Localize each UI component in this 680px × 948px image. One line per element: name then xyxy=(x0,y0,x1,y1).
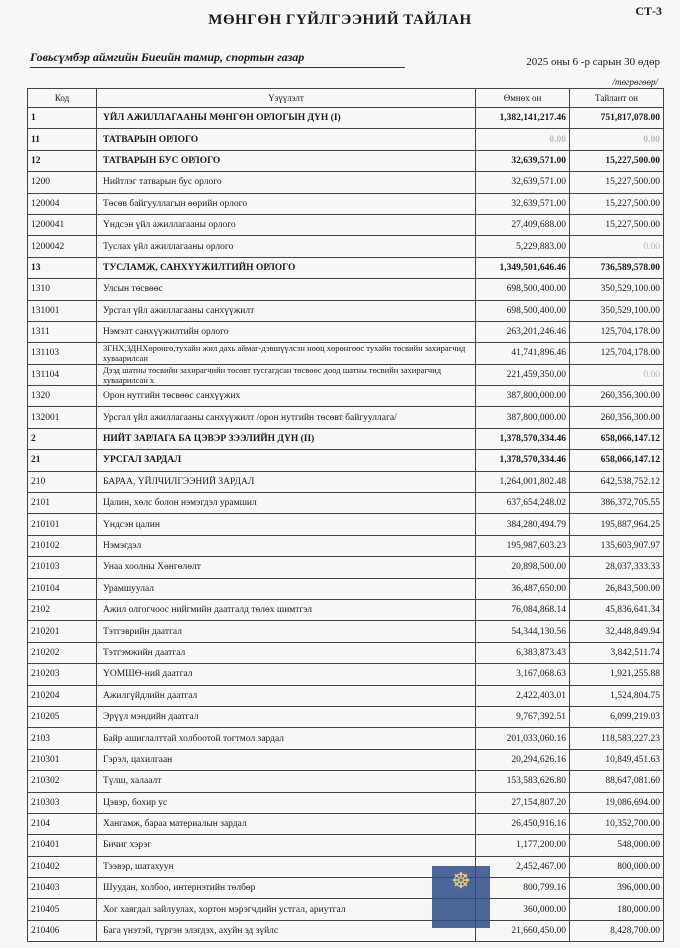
row-current-year-value: 0.00 xyxy=(570,236,664,257)
row-code: 1200042 xyxy=(28,236,97,257)
row-indicator: Орон нутгийн төсвөөс санхүүжих xyxy=(97,386,476,407)
table-row xyxy=(28,407,664,428)
row-indicator: Дээд шатны төсвийн захирагчийн төсөвт тусгагдсан төсвөөс доод шатны төсвийн захирагчид хуваарилсан х xyxy=(97,364,476,385)
row-indicator: Нэмэгдэл xyxy=(97,535,476,556)
row-current-year-value: 800,000.00 xyxy=(570,856,664,877)
row-code: 1320 xyxy=(28,386,97,407)
row-current-year-value: 32,448,849.94 xyxy=(570,621,664,642)
row-code: 210103 xyxy=(28,557,97,578)
row-code: 210406 xyxy=(28,920,97,941)
table-row xyxy=(28,557,664,578)
row-current-year-value: 1,921,255.88 xyxy=(570,664,664,685)
table-row xyxy=(28,578,664,599)
table-row xyxy=(28,621,664,642)
table-row xyxy=(28,471,664,492)
row-indicator: Бага үнэтэй, түргэн элэгдэх, ахуйн эд зүйлс xyxy=(97,920,476,941)
row-current-year-value: 751,817,078.00 xyxy=(570,108,664,129)
row-code: 210104 xyxy=(28,578,97,599)
row-indicator: Ажилгүйдлийн даатгал xyxy=(97,685,476,706)
row-indicator: Төсөв байгууллагын өөрийн орлого xyxy=(97,193,476,214)
row-current-year-value: 260,356,300.00 xyxy=(570,407,664,428)
row-current-year-value: 260,356,300.00 xyxy=(570,386,664,407)
row-indicator: Түлш, халаалт xyxy=(97,771,476,792)
row-indicator: Улсын төсвөөс xyxy=(97,279,476,300)
row-previous-year-value: 26,450,916.16 xyxy=(476,813,570,834)
row-indicator: Тэтгэврийн даатгал xyxy=(97,621,476,642)
row-code: 210401 xyxy=(28,835,97,856)
row-code: 1 xyxy=(28,108,97,129)
row-previous-year-value: 263,201,246.46 xyxy=(476,321,570,342)
row-indicator: Цалин, хөлс болон нэмэгдэл урамшил xyxy=(97,493,476,514)
row-previous-year-value: 3,167,068.63 xyxy=(476,664,570,685)
row-indicator: Шуудан, холбоо, интернэтийн төлбөр xyxy=(97,878,476,899)
row-previous-year-value: 2,422,403.01 xyxy=(476,685,570,706)
table-row xyxy=(28,493,664,514)
column-header-code: Код xyxy=(28,89,97,108)
row-previous-year-value: 360,000.00 xyxy=(476,899,570,920)
row-indicator: Урсгал үйл ажиллагааны санхүүжилт /орон нутгийн төсөвт байгууллага/ xyxy=(97,407,476,428)
row-previous-year-value: 5,229,883.00 xyxy=(476,236,570,257)
government-stamp-logo xyxy=(432,866,490,928)
table-row xyxy=(28,514,664,535)
row-code: 210204 xyxy=(28,685,97,706)
row-previous-year-value: 41,741,896.46 xyxy=(476,343,570,364)
table-row xyxy=(28,343,664,364)
row-previous-year-value: 384,280,494.79 xyxy=(476,514,570,535)
table-row xyxy=(28,450,664,471)
row-indicator: Нийтлэг татварын бус орлого xyxy=(97,172,476,193)
row-previous-year-value: 54,344,130.56 xyxy=(476,621,570,642)
row-current-year-value: 3,842,511.74 xyxy=(570,642,664,663)
row-current-year-value: 658,066,147.12 xyxy=(570,428,664,449)
table-row xyxy=(28,172,664,193)
row-indicator: Цэвэр, бохир ус xyxy=(97,792,476,813)
row-indicator: Үндсэн үйл ажиллагааны орлого xyxy=(97,214,476,235)
row-previous-year-value: 20,898,500.00 xyxy=(476,557,570,578)
report-date: 2025 оны 6 -р сарын 30 өдөр xyxy=(526,56,660,68)
row-indicator: Байр ашиглалттай холбоотой тогтмол зардал xyxy=(97,728,476,749)
row-previous-year-value: 27,154,807.20 xyxy=(476,792,570,813)
table-row xyxy=(28,856,664,877)
row-indicator: Эрүүл мэндийн даатгал xyxy=(97,706,476,727)
report-title: МӨНГӨН ГҮЙЛГЭЭНИЙ ТАЙЛАН xyxy=(208,12,472,28)
row-previous-year-value: 195,987,603.23 xyxy=(476,535,570,556)
row-current-year-value: 135,603,907.97 xyxy=(570,535,664,556)
row-current-year-value: 350,529,100.00 xyxy=(570,279,664,300)
table-row xyxy=(28,599,664,620)
row-current-year-value: 8,428,700.00 xyxy=(570,920,664,941)
row-current-year-value: 180,000.00 xyxy=(570,899,664,920)
table-body xyxy=(28,108,664,942)
row-current-year-value: 26,843,500.00 xyxy=(570,578,664,599)
table-row xyxy=(28,706,664,727)
currency-unit: /төгрөгөөр/ xyxy=(612,77,658,87)
row-current-year-value: 0.00 xyxy=(570,129,664,150)
row-previous-year-value: 637,654,248.02 xyxy=(476,493,570,514)
table-row xyxy=(28,364,664,385)
row-current-year-value: 45,836,641.34 xyxy=(570,599,664,620)
row-code: 120004 xyxy=(28,193,97,214)
row-previous-year-value: 1,382,141,217.46 xyxy=(476,108,570,129)
row-code: 2 xyxy=(28,428,97,449)
table-row xyxy=(28,257,664,278)
row-indicator: Урамшуулал xyxy=(97,578,476,599)
table-row xyxy=(28,108,664,129)
row-code: 210405 xyxy=(28,899,97,920)
column-header-current-year: Тайлант он xyxy=(570,89,664,108)
row-current-year-value: 386,372,705.55 xyxy=(570,493,664,514)
row-previous-year-value: 201,033,060.16 xyxy=(476,728,570,749)
table-row xyxy=(28,321,664,342)
organization-name: Говьсүмбэр аймгийн Биеийн тамир, спортын газар xyxy=(30,50,405,68)
row-code: 131001 xyxy=(28,300,97,321)
row-indicator: Тээвэр, шатахуун xyxy=(97,856,476,877)
table-row xyxy=(28,920,664,941)
row-code: 210202 xyxy=(28,642,97,663)
row-previous-year-value: 0.00 xyxy=(476,129,570,150)
row-code: 2104 xyxy=(28,813,97,834)
row-code: 11 xyxy=(28,129,97,150)
row-current-year-value: 125,704,178.00 xyxy=(570,343,664,364)
table-row xyxy=(28,878,664,899)
row-previous-year-value: 6,383,873.43 xyxy=(476,642,570,663)
row-indicator: ҮОМШӨ-ний даатгал xyxy=(97,664,476,685)
row-code: 210 xyxy=(28,471,97,492)
row-indicator: Тэтгэмжийн даатгал xyxy=(97,642,476,663)
row-previous-year-value: 387,800,000.00 xyxy=(476,386,570,407)
table-row xyxy=(28,193,664,214)
row-code: 210303 xyxy=(28,792,97,813)
row-previous-year-value: 20,294,626.16 xyxy=(476,749,570,770)
row-current-year-value: 736,589,578.00 xyxy=(570,257,664,278)
row-code: 131103 xyxy=(28,343,97,364)
row-previous-year-value: 9,767,392.51 xyxy=(476,706,570,727)
row-indicator: НИЙТ ЗАРЛАГА БА ЦЭВЭР ЗЭЭЛИЙН ДҮН (II) xyxy=(97,428,476,449)
table-header-row xyxy=(28,89,664,108)
row-code: 1311 xyxy=(28,321,97,342)
table-row xyxy=(28,300,664,321)
row-code: 210302 xyxy=(28,771,97,792)
row-previous-year-value: 76,084,868.14 xyxy=(476,599,570,620)
row-current-year-value: 396,000.00 xyxy=(570,878,664,899)
row-indicator: Гэрэл, цахилгаан xyxy=(97,749,476,770)
row-previous-year-value: 32,639,571.00 xyxy=(476,150,570,171)
row-code: 132001 xyxy=(28,407,97,428)
row-previous-year-value: 32,639,571.00 xyxy=(476,172,570,193)
row-current-year-value: 548,000.00 xyxy=(570,835,664,856)
table-row xyxy=(28,771,664,792)
row-previous-year-value: 1,349,501,646.46 xyxy=(476,257,570,278)
table-row xyxy=(28,728,664,749)
row-previous-year-value: 221,459,350.00 xyxy=(476,364,570,385)
row-indicator: Ажил олгогчоос нийгмийн даатгалд төлөх шимтгэл xyxy=(97,599,476,620)
table-row xyxy=(28,642,664,663)
table-row xyxy=(28,214,664,235)
row-code: 2103 xyxy=(28,728,97,749)
row-code: 1310 xyxy=(28,279,97,300)
soyombo-emblem-icon: ☸ xyxy=(451,868,471,893)
row-current-year-value: 28,037,333.33 xyxy=(570,557,664,578)
table-row xyxy=(28,428,664,449)
row-previous-year-value: 387,800,000.00 xyxy=(476,407,570,428)
row-previous-year-value: 698,500,400.00 xyxy=(476,279,570,300)
row-indicator: Үндсэн цалин xyxy=(97,514,476,535)
row-code: 210101 xyxy=(28,514,97,535)
table-row xyxy=(28,236,664,257)
row-previous-year-value: 1,378,570,334.46 xyxy=(476,428,570,449)
cash-flow-table xyxy=(27,88,664,942)
row-previous-year-value: 698,500,400.00 xyxy=(476,300,570,321)
row-indicator: ТУСЛАМЖ, САНХҮҮЖИЛТИЙН ОРЛОГО xyxy=(97,257,476,278)
row-indicator: Хог хаягдал зайлуулах, хортон мэрэгчдийн устгал, ариутгал xyxy=(97,899,476,920)
row-previous-year-value: 1,264,001,802.48 xyxy=(476,471,570,492)
row-current-year-value: 15,227,500.00 xyxy=(570,150,664,171)
row-current-year-value: 1,524,804.75 xyxy=(570,685,664,706)
row-current-year-value: 642,538,752.12 xyxy=(570,471,664,492)
row-previous-year-value: 1,378,570,334.46 xyxy=(476,450,570,471)
row-code: 210201 xyxy=(28,621,97,642)
row-previous-year-value: 36,487,650.00 xyxy=(476,578,570,599)
table-row xyxy=(28,813,664,834)
row-code: 210203 xyxy=(28,664,97,685)
row-indicator: ЗГНХ,ЗДНХөрөнгө,тухайн жил дахь аймаг-дэвшүүлсэн нөөц хөрөнгөөс тухайн төсвийн захирагчид хуваарилсан xyxy=(97,343,476,364)
row-code: 210301 xyxy=(28,749,97,770)
row-indicator: Нэмэлт санхүүжилтийн орлого xyxy=(97,321,476,342)
row-code: 2102 xyxy=(28,599,97,620)
row-current-year-value: 10,849,451.63 xyxy=(570,749,664,770)
row-code: 2101 xyxy=(28,493,97,514)
row-previous-year-value: 27,409,688.00 xyxy=(476,214,570,235)
column-header-previous-year: Өмнөх он xyxy=(476,89,570,108)
row-indicator: ТАТВАРЫН БУС ОРЛОГО xyxy=(97,150,476,171)
row-code: 13 xyxy=(28,257,97,278)
row-indicator: ҮЙЛ АЖИЛЛАГААНЫ МӨНГӨН ОРЛОГЫН ДҮН (I) xyxy=(97,108,476,129)
table-row xyxy=(28,150,664,171)
row-previous-year-value: 21,660,450.00 xyxy=(476,920,570,941)
row-current-year-value: 0.00 xyxy=(570,364,664,385)
row-current-year-value: 6,099,219.03 xyxy=(570,706,664,727)
row-code: 210205 xyxy=(28,706,97,727)
row-indicator: УРСГАЛ ЗАРДАЛ xyxy=(97,450,476,471)
row-indicator: Бичиг хэрэг xyxy=(97,835,476,856)
column-header-indicator: Үзүүлэлт xyxy=(97,89,476,108)
table-row xyxy=(28,664,664,685)
row-current-year-value: 10,352,700.00 xyxy=(570,813,664,834)
row-code: 12 xyxy=(28,150,97,171)
row-previous-year-value: 32,639,571.00 xyxy=(476,193,570,214)
row-code: 210402 xyxy=(28,856,97,877)
row-current-year-value: 88,647,081.60 xyxy=(570,771,664,792)
row-current-year-value: 118,583,227.23 xyxy=(570,728,664,749)
row-code: 131104 xyxy=(28,364,97,385)
table-row xyxy=(28,279,664,300)
row-code: 1200041 xyxy=(28,214,97,235)
row-current-year-value: 658,066,147.12 xyxy=(570,450,664,471)
row-current-year-value: 15,227,500.00 xyxy=(570,214,664,235)
row-previous-year-value: 800,799.16 xyxy=(476,878,570,899)
row-indicator: Хангамж, бараа материалын зардал xyxy=(97,813,476,834)
row-indicator: Урсгал үйл ажиллагааны санхүүжилт xyxy=(97,300,476,321)
row-code: 210102 xyxy=(28,535,97,556)
row-current-year-value: 195,887,964.25 xyxy=(570,514,664,535)
table-row xyxy=(28,835,664,856)
row-current-year-value: 125,704,178.00 xyxy=(570,321,664,342)
row-current-year-value: 15,227,500.00 xyxy=(570,193,664,214)
row-previous-year-value: 2,452,467.00 xyxy=(476,856,570,877)
table-row xyxy=(28,749,664,770)
table-row xyxy=(28,129,664,150)
form-code: СТ-3 xyxy=(635,4,662,18)
table-row xyxy=(28,535,664,556)
row-indicator: Унаа хоолны Хөнгөлөлт xyxy=(97,557,476,578)
row-current-year-value: 15,227,500.00 xyxy=(570,172,664,193)
table-row xyxy=(28,899,664,920)
table-row xyxy=(28,386,664,407)
row-current-year-value: 19,086,694.00 xyxy=(570,792,664,813)
row-indicator: БАРАА, ҮЙЛЧИЛГЭЭНИЙ ЗАРДАЛ xyxy=(97,471,476,492)
row-previous-year-value: 153,583,626.80 xyxy=(476,771,570,792)
row-indicator: ТАТВАРЫН ОРЛОГО xyxy=(97,129,476,150)
row-current-year-value: 350,529,100.00 xyxy=(570,300,664,321)
row-indicator: Туслах үйл ажиллагааны орлого xyxy=(97,236,476,257)
table-row xyxy=(28,685,664,706)
row-code: 21 xyxy=(28,450,97,471)
row-previous-year-value: 1,177,200.00 xyxy=(476,835,570,856)
row-code: 210403 xyxy=(28,878,97,899)
table-row xyxy=(28,792,664,813)
row-code: 1200 xyxy=(28,172,97,193)
